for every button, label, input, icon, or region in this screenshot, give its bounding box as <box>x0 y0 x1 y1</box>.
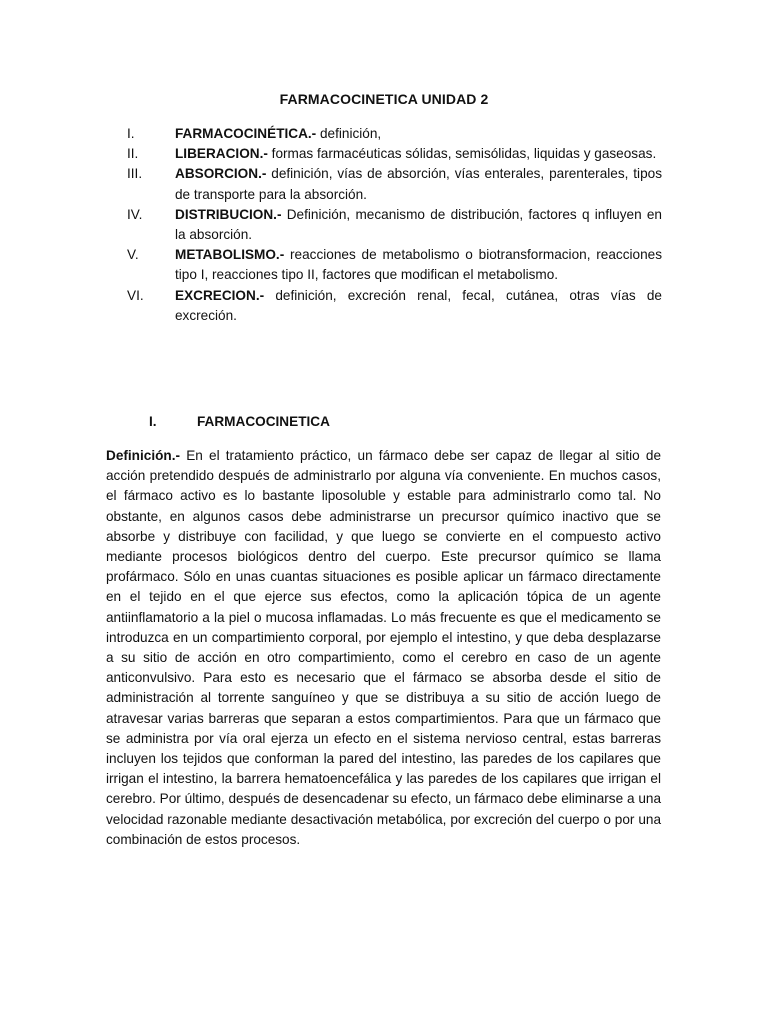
definition-text: En el tratamiento práctico, un fármaco debe ser capaz de llegar al sitio de acción pretendido después de administrarlo por alguna vía conveniente. En muchos casos, el fármaco activo es lo bastante liposoluble y estable para administrarlo como tal. No obstante, en algunos casos debe administrarse un precursor químico inactivo que se absorbe y distribuye con facilidad, y que luego se convierte en el compuesto activo mediante procesos biológicos dentro del cuerpo. Este precursor químico se llama profármaco. Sólo en unas cuantas situaciones es posible aplicar un fármaco directamente en el tejido en el que ejerce sus efectos, como la aplicación tópica de un agente antiinflamatorio a la piel o mucosa inflamadas. Lo más frecuente es que el medicamento se introduzca en un compartimiento corporal, por ejemplo el intestino, y que deba desplazarse a su sitio de acción en otro compartimiento, como el cerebro en caso de un agente anticonvulsivo. Para esto es necesario que el fármaco se absorba desde el sitio de administración al torrente sanguíneo y que se distribuya a su sitio de acción luego de atravesar varias barreras que separan a estos compartimientos. Para que un fármaco que se administra por vía oral ejerza un efecto en el sistema nervioso central, estas barreras incluyen los tejidos que conforman la pared del intestino, las paredes de los capilares que irrigan el intestino, la barrera hematoencefálica y las paredes de los capilares que irrigan el cerebro. Por último, después de desencadenar su efecto, un fármaco debe eliminarse a una velocidad razonable mediante desactivación metabólica, por excreción del cuerpo o por una combinación de estos procesos. <box>106 448 661 847</box>
outline-term: FARMACOCINÉTICA.- <box>175 126 317 141</box>
outline-item <box>127 286 662 326</box>
outline-description: definición, excreción renal, fecal, cutánea, otras vías de excreción. <box>175 287 662 323</box>
outline-item <box>127 144 662 164</box>
outline-description: formas farmacéuticas sólidas, semisólidas, liquidas y gaseosas. <box>267 146 657 162</box>
outline-number: IV. <box>127 206 143 222</box>
outline-term: ABSORCION.- <box>175 166 267 182</box>
outline-description: Definición, mecanismo de distribución, factores q influyen en la absorción. <box>175 206 662 243</box>
outline-term: EXCRECION.- <box>175 287 265 303</box>
document-title: FARMACOCINETICA UNIDAD 2 <box>279 91 489 107</box>
outline-number: VI. <box>127 287 144 303</box>
section-title: FARMACOCINETICA <box>197 414 330 429</box>
outline-description: definición, <box>316 126 382 141</box>
unit-outline <box>127 124 662 326</box>
outline-number: III. <box>127 166 143 182</box>
outline-description: definición, vías de absorción, vías enterales, parenterales, tipos de transporte para la absorción. <box>175 166 662 202</box>
outline-item <box>127 245 662 285</box>
outline-number: II. <box>127 146 139 162</box>
outline-number: V. <box>127 247 139 263</box>
outline-term: METABOLISMO.- <box>175 247 285 263</box>
definition-label: Definición.- <box>106 448 181 463</box>
outline-item <box>127 164 662 204</box>
outline-item <box>127 205 662 245</box>
definition-paragraph <box>106 446 661 850</box>
outline-description: reacciones de metabolismo o biotransformacion, reacciones tipo I, reacciones tipo II, factores que modifican el metabolismo. <box>175 247 662 283</box>
outline-term: DISTRIBUCION.- <box>175 206 282 222</box>
outline-term: LIBERACION.- <box>175 146 268 162</box>
section-heading <box>149 414 330 429</box>
outline-item <box>127 124 662 144</box>
section-number: I. <box>149 414 157 429</box>
outline-number: I. <box>127 126 135 141</box>
